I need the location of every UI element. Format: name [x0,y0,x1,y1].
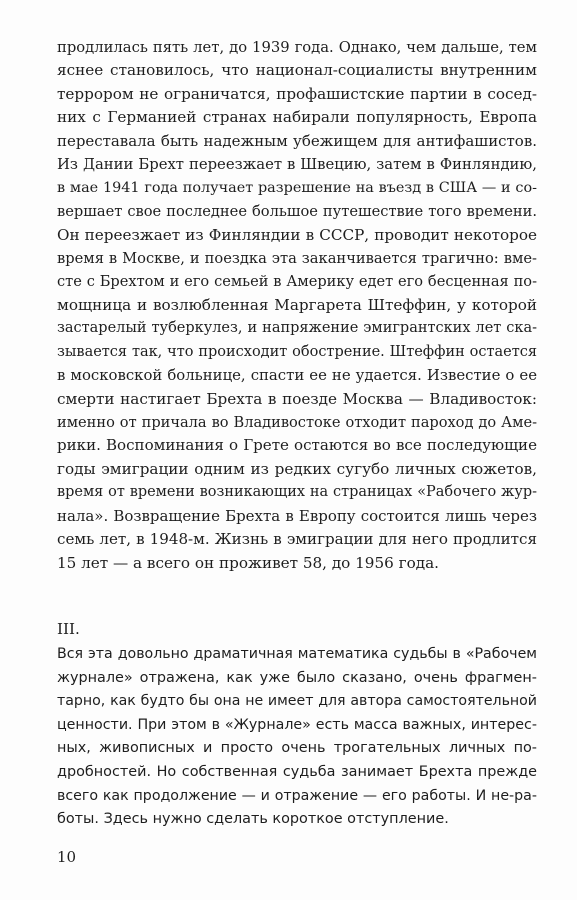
text-line: вершает свое последнее большое путешествие того времени. [57,203,537,221]
text-line: Вся эта довольно драматичная математика судьбы в «Рабочем [57,646,537,662]
text-line: тарно, как будто бы она не имеет для автора самостоятельной [57,693,537,710]
page-number: 10 [57,848,77,866]
paragraph-emigration [57,36,537,575]
text-line: смерти настигает Брехта в поезде Москва — Владивосток: [57,389,537,408]
text-line: мощница и возлюбленная Маргарета Штеффин, у которой [57,295,537,314]
text-line: всего как продолжение — и отражение — его работы. И не-ра- [57,787,537,804]
text-line: ных, живописных и просто очень трогательных личных по- [57,740,537,757]
text-line: в московской больнице, спасти ее не удается. Известие о ее [57,366,537,385]
text-line: именно от причала во Владивостоке отходит пароход до Аме- [57,414,537,431]
text-line: журнале» отражена, как уже было сказано, очень фрагмен- [57,669,537,686]
text-line: продлилась пять лет, до 1939 года. Однако, чем дальше, тем [57,39,537,56]
text-line: террором не ограничатся, профашистские партии в сосед- [57,84,537,103]
paragraph-work-journal [57,643,537,832]
text-line: сте с Брехтом и его семьей в Америку едет его бесценная по- [57,273,537,291]
text-line: ценности. При этом в «Журнале» есть масса важных, интерес- [57,716,537,733]
text-line: в мае 1941 года получает разрешение на въезд в США — и со- [57,179,537,196]
text-line: рики. Воспоминания о Грете остаются во все последующие [57,436,537,455]
text-line: дробностей. Но собственная судьба занимает Брехта прежде [57,763,537,780]
text-line: семь лет, в 1948-м. Жизнь в эмиграции для него продлится [57,530,537,549]
text-line: застарелый туберкулез, и напряжение эмигрантских лет ска- [57,320,537,337]
text-line: 15 лет — а всего он проживет 58, до 1956 года. [57,553,439,572]
text-line: боты. Здесь нужно сделать короткое отступление. [57,811,449,828]
text-line: яснее становилось, что национал-социалисты внутренним [57,61,537,80]
text-line: переставала быть надежным убежищем для антифашистов. [57,131,537,150]
section-heading: III. [57,620,80,638]
text-line: Из Дании Брехт переезжает в Швецию, затем в Финляндию, [57,156,537,174]
text-line: Он переезжает из Финляндии в СССР, проводит некоторое [57,225,537,244]
text-line: них с Германией странах набирали популярность, Европа [57,108,537,127]
text-line: время от времени возникающих на страницах «Рабочего жур- [57,484,537,501]
text-line: годы эмиграции одним из редких сугубо личных сюжетов, [57,459,537,478]
text-line: нала». Возвращение Брехта в Европу состоится лишь через [57,506,537,525]
text-line: зывается так, что происходит обострение. Штеффин остается [57,343,537,360]
text-line: время в Москве, и поездка эта заканчивается трагично: вме- [57,249,537,267]
